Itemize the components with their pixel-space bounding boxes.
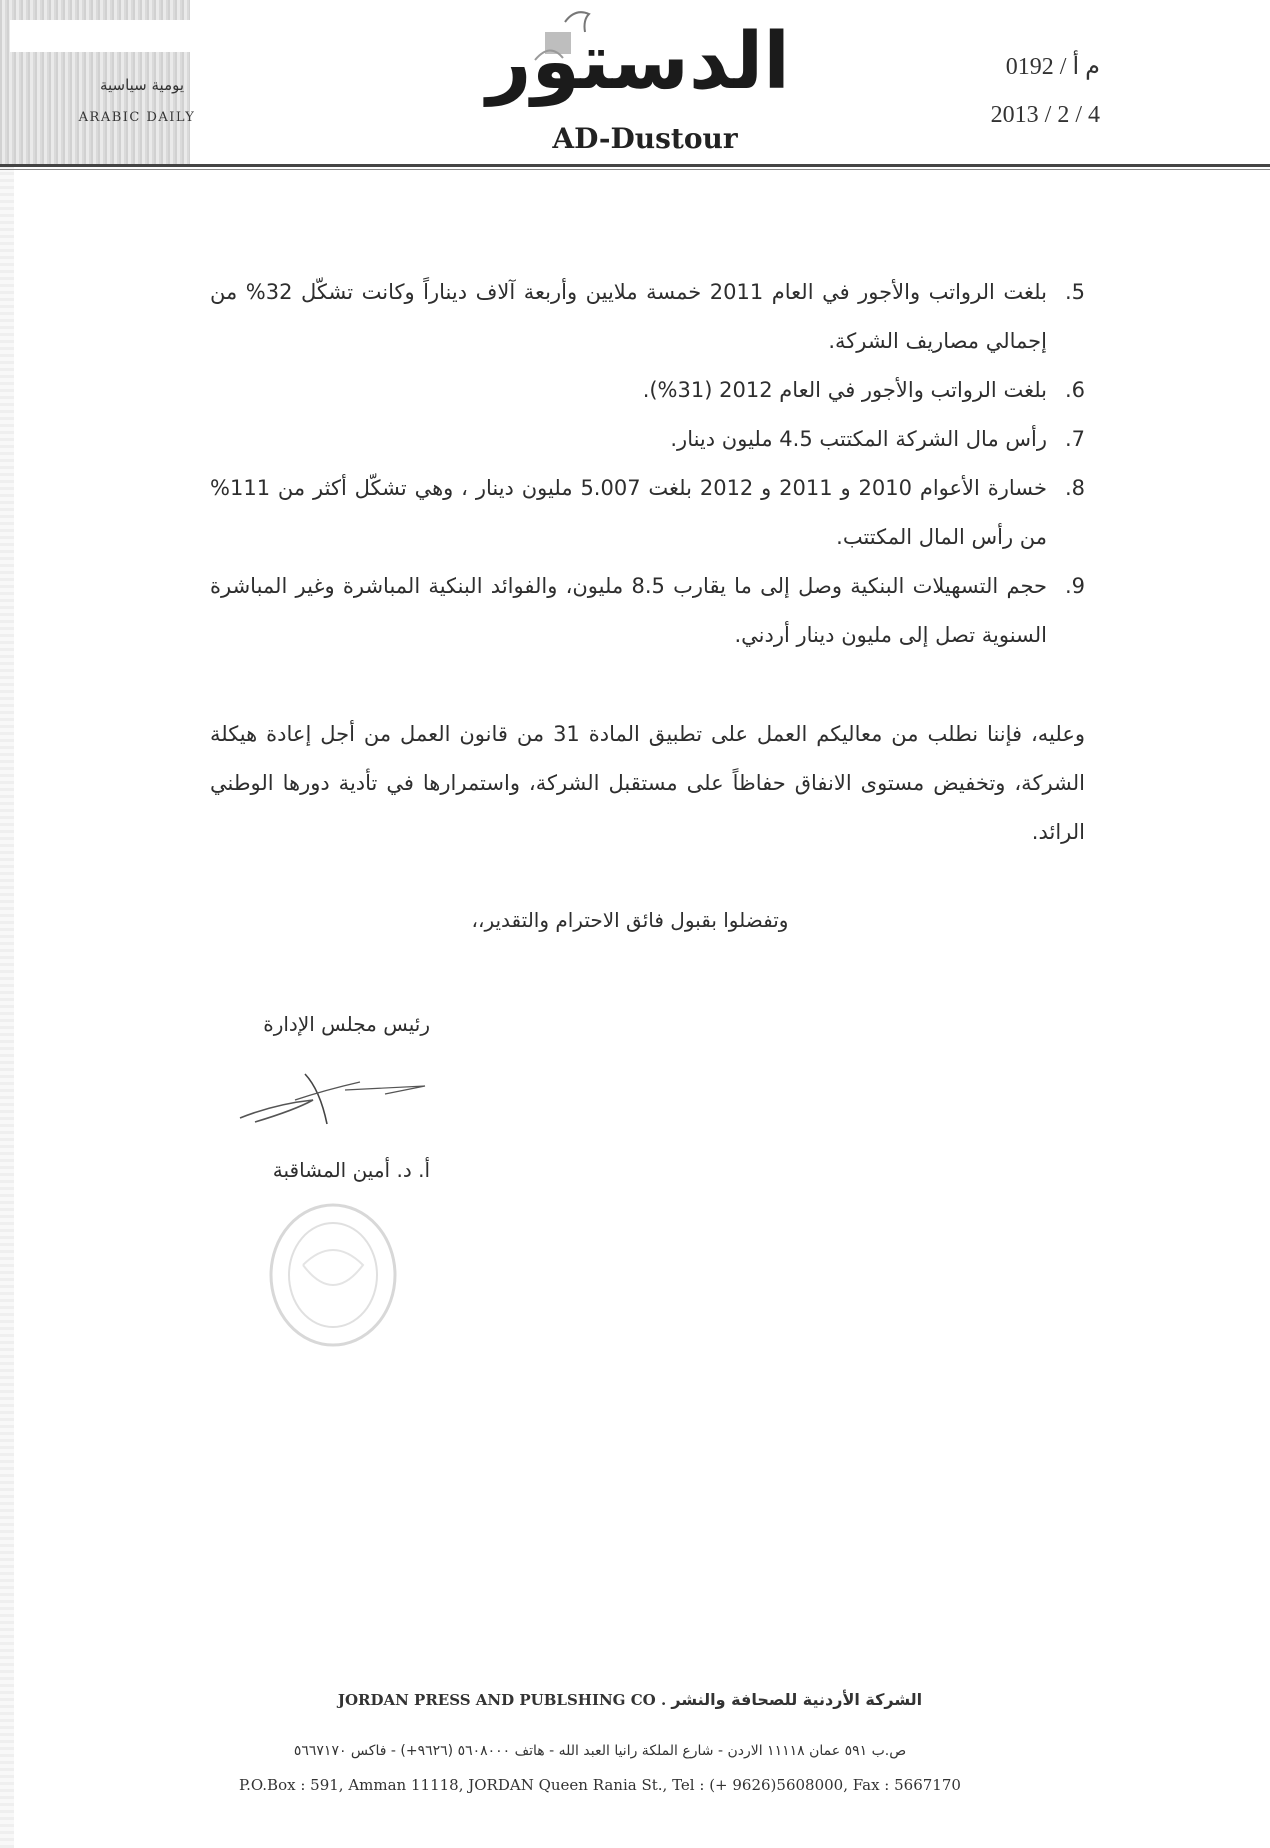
request-paragraph: وعليه، فإننا نطلب من معاليكم العمل على تطبيق المادة 31 من قانون العمل من أجل إعادة هيكلة الشركة، وتخفيض مستوى الانفاق حفاظاً على مستقبل الشركة، واستمرارها في تأدية دورها الوطني الرائد. (210, 722, 1085, 844)
tagline-arabic: يومية سياسية (99, 76, 185, 94)
footer-company (180, 1690, 1080, 1709)
list-item-number: 9. (1064, 574, 1085, 598)
tagline-english: ARABIC DAILY (78, 110, 196, 125)
official-stamp (258, 1195, 408, 1355)
list-item (210, 562, 1085, 660)
numbered-list (210, 268, 1085, 660)
list-item-number: 6. (1064, 378, 1085, 402)
list-item-text: خسارة الأعوام 2010 و 2011 و 2012 بلغت 5.007 مليون دينار ، وهي تشكّل أكثر من 111% من رأس المال المكتتب. (210, 476, 1047, 549)
list-item-number: 5. (1064, 280, 1085, 304)
list-item (210, 366, 1085, 415)
reference-number: م أ / 0192 (1005, 54, 1100, 80)
list-item-number: 8. (1064, 476, 1085, 500)
footer-company-english: JORDAN PRESS AND PUBLSHING CO . (337, 1691, 667, 1709)
list-item-number: 7. (1064, 427, 1085, 451)
letter-date: 2013 / 2 / 4 (990, 102, 1100, 128)
signatory-title: رئيس مجلس الإدارة (263, 1012, 430, 1036)
handwritten-signature (235, 1060, 435, 1140)
scan-artifact-edge (0, 165, 14, 1848)
newspaper-logo-english: AD-Dustour (552, 122, 738, 155)
header-divider-thin (0, 169, 1270, 170)
signatory-name: أ. د. أمين المشاقبة (272, 1158, 430, 1182)
list-item (210, 464, 1085, 562)
list-item-text: حجم التسهيلات البنكية وصل إلى ما يقارب 8.5 مليون، والفوائد البنكية المباشرة وغير المباشرة السنوية تصل إلى مليون دينار أردني. (210, 574, 1048, 647)
list-item-text: بلغت الرواتب والأجور في العام 2011 خمسة ملايين وأربعة آلاف ديناراً وكانت تشكّل 32% من إجمالي مصاريف الشركة. (210, 280, 1047, 353)
list-item (210, 415, 1085, 464)
header-divider (0, 164, 1270, 167)
list-item-text: بلغت الرواتب والأجور في العام 2012 (31%). (642, 378, 1047, 402)
newspaper-logo-arabic: الدستور (486, 17, 790, 107)
footer-company-arabic: الشركة الأردنية للصحافة والنشر (671, 1690, 923, 1709)
footer-address-arabic: ص.ب ٥٩١ عمان ١١١١٨ الاردن - شارع الملكة رانيا العبد الله - هاتف ٥٦٠٨٠٠٠ (٩٦٢٦+) - فاكس ٥٦٦٧١٧٠ (293, 1743, 907, 1759)
footer-address-english: P.O.Box : 591, Amman 11118, JORDAN Queen Rania St., Tel : (+ 9626)5608000, Fax : 5667170 (239, 1776, 961, 1794)
redaction-block (10, 20, 280, 52)
list-item (210, 268, 1085, 366)
closing-line: وتفضلوا بقبول فائق الاحترام والتقدير،، (471, 908, 789, 932)
list-item-text: رأس مال الشركة المكتتب 4.5 مليون دينار. (670, 427, 1047, 451)
